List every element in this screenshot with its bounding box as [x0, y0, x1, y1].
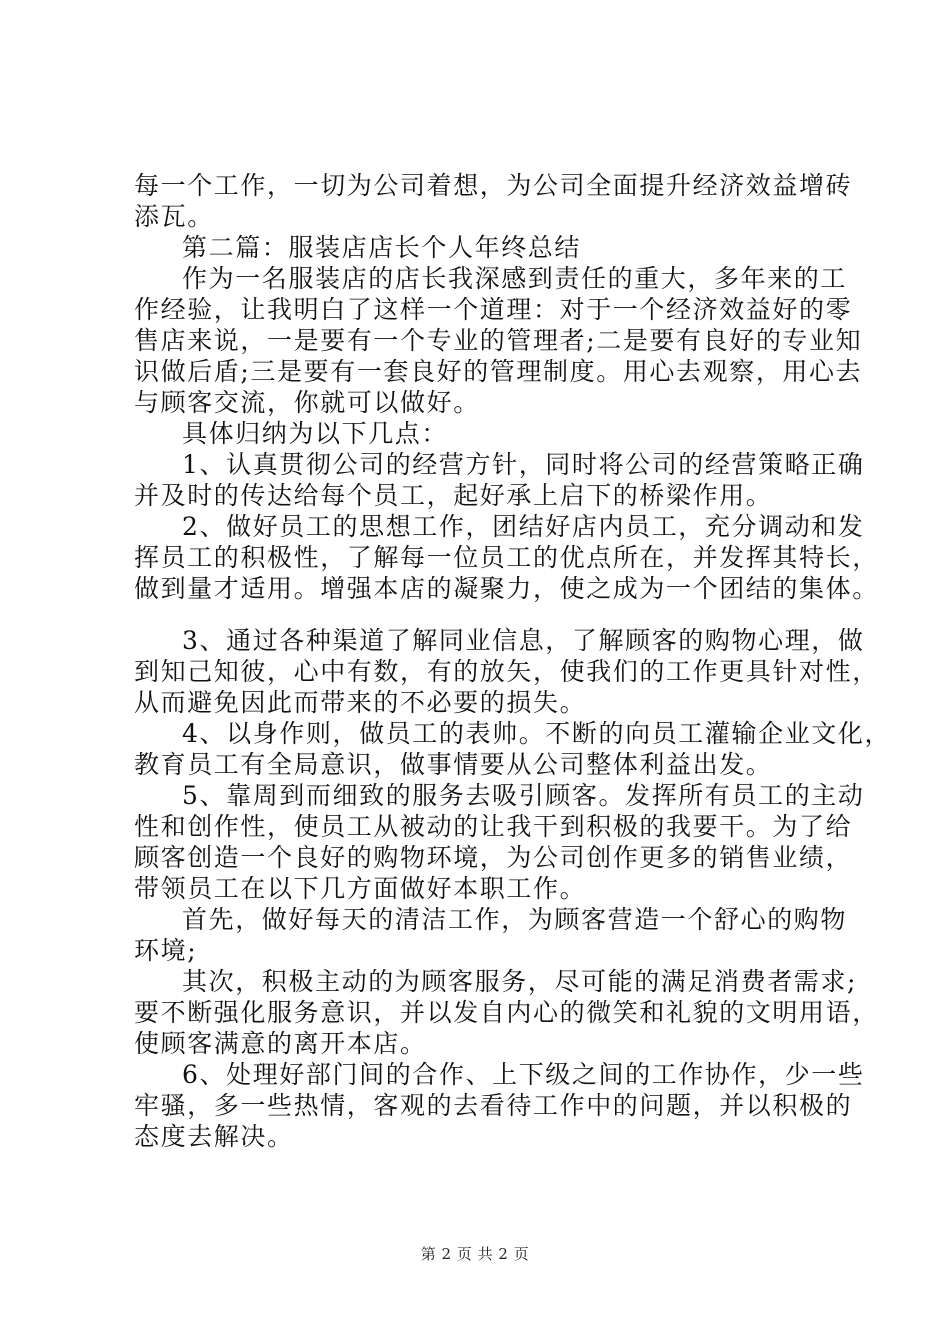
text-line: 环境; [134, 936, 198, 965]
paragraph-gap [134, 604, 850, 625]
text-line: 教育员工有全局意识，做事情要从公司整体利益出发。 [134, 750, 773, 779]
list-item: 2、做好员工的思想工作，团结好店内员工，充分调动和发 [182, 512, 865, 541]
text-line: 每一个工作，一切为公司着想，为公司全面提升经济效益增砖 [134, 171, 853, 200]
text-line: 与顾客交流，你就可以做好。 [134, 388, 480, 417]
text-line: 带领员工在以下几方面做好本职工作。 [134, 874, 587, 903]
text-line: 其次，积极主动的为顾客服务，尽可能的满足消费者需求; [182, 967, 858, 996]
text-line: 性和创作性，使员工从被动的让我干到积极的我要干。为了给 [134, 812, 853, 841]
text-line: 并及时的传达给每个员工，起好承上启下的桥梁作用。 [134, 481, 773, 510]
text-line: 作为一名服装店的店长我深感到责任的重大，多年来的工 [182, 264, 848, 293]
text-line: 挥员工的积极性，了解每一位员工的优点所在，并发挥其特长， [134, 543, 879, 572]
text-line: 顾客创造一个良好的购物环境，为公司创作更多的销售业绩， [134, 843, 853, 872]
document-body [134, 170, 892, 1152]
page-number-footer: 第 2 页 共 2 页 [420, 1245, 530, 1263]
list-item: 4、以身作则，做员工的表帅。不断的向员工灌输企业文化， [182, 719, 892, 748]
text-line: 添瓦。 [134, 202, 214, 231]
text-line: 识做后盾;三是要有一套良好的管理制度。用心去观察，用心去 [134, 357, 863, 386]
text-line: 使顾客满意的离开本店。 [134, 1029, 427, 1058]
text-line: 首先，做好每天的清洁工作，为顾客营造一个舒心的购物 [182, 905, 848, 934]
list-item: 6、处理好部门间的合作、上下级之间的工作协作，少一些 [182, 1060, 865, 1089]
list-item: 3、通过各种渠道了解同业信息，了解顾客的购物心理，做 [182, 626, 865, 655]
text-line: 售店来说，一是要有一个专业的管理者;二是要有良好的专业知 [134, 326, 863, 355]
list-item: 5、靠周到而细致的服务去吸引顾客。发挥所有员工的主动 [182, 781, 865, 810]
text-line: 作经验，让我明白了这样一个道理：对于一个经济效益好的零 [134, 295, 853, 324]
text-line: 到知己知彼，心中有数，有的放矢，使我们的工作更具针对性， [134, 657, 879, 686]
text-line: 牢骚，多一些热情，客观的去看待工作中的问题，并以积极的 [134, 1091, 853, 1120]
section-heading: 第二篇：服装店店长个人年终总结 [182, 233, 582, 262]
text-line: 要不断强化服务意识，并以发自内心的微笑和礼貌的文明用语， [134, 998, 879, 1027]
text-line: 具体归纳为以下几点： [182, 419, 449, 448]
text-line: 做到量才适用。增强本店的凝聚力，使之成为一个团结的集体。 [134, 574, 879, 603]
text-line: 从而避免因此而带来的不必要的损失。 [134, 688, 587, 717]
text-line: 态度去解决。 [134, 1122, 294, 1151]
list-item: 1、认真贯彻公司的经营方针，同时将公司的经营策略正确 [182, 450, 865, 479]
